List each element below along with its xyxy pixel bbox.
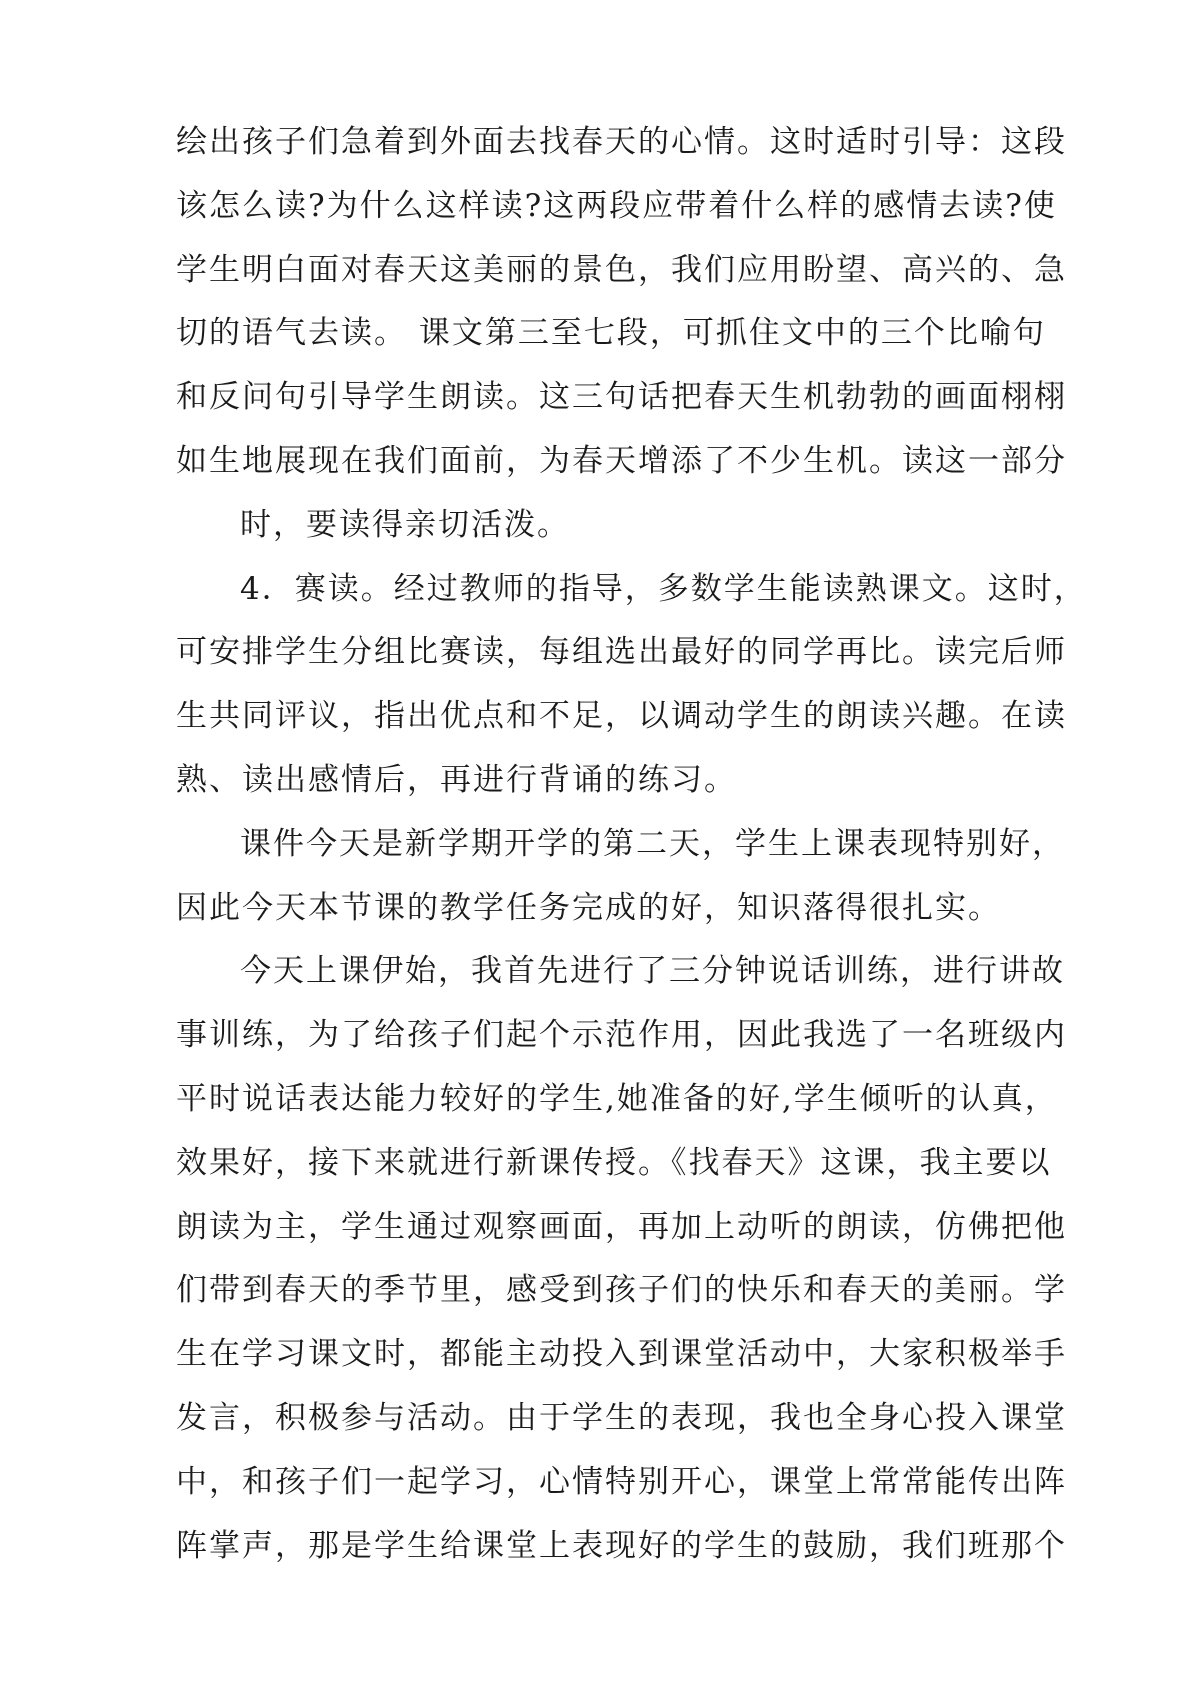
text-line: 因此今天本节课的教学任务完成的好，知识落得很扎实。 [176, 889, 1001, 926]
text-line: 中，和孩子们一起学习，心情特别开心，课堂上常常能传出阵 [176, 1463, 1067, 1500]
text-line: 生共同评议，指出优点和不足，以调动学生的朗读兴趣。在读 [176, 698, 1067, 735]
text-line: 学生明白面对春天这美丽的景色，我们应用盼望、高兴的、急 [176, 251, 1067, 288]
text-line: 绘出孩子们急着到外面去找春天的心情。这时适时引导：这段 [176, 124, 1067, 160]
text-line: 和反问句引导学生朗读。这三句话把春天生机勃勃的画面栩栩 [176, 379, 1067, 416]
text-line: 时，要读得亲切活泼。 [240, 506, 570, 543]
text-line: 效果好，接下来就进行新课传授。《找春天》这课，我主要以 [176, 1144, 1052, 1181]
text-line: 发言，积极参与活动。由于学生的表现，我也全身心投入课堂 [176, 1399, 1067, 1436]
text-line: 4．赛读。经过教师的指导，多数学生能读熟课文。这时， [240, 570, 1087, 607]
text-line: 课件今天是新学期开学的第二天，学生上课表现特别好， [240, 825, 1065, 862]
text-line: 如生地展现在我们面前，为春天增添了不少生机。读这一部分 [176, 442, 1067, 479]
text-line: 生在学习课文时，都能主动投入到课堂活动中，大家积极举手 [176, 1336, 1067, 1373]
text-line: 阵掌声，那是学生给课堂上表现好的学生的鼓励，我们班那个 [176, 1527, 1067, 1564]
text-line: 朗读为主，学生通过观察画面，再加上动听的朗读，仿佛把他 [176, 1208, 1067, 1245]
text-line: 平时说话表达能力较好的学生,她准备的好,学生倾听的认真， [176, 1080, 1058, 1117]
text-line: 该怎么读?为什么这样读?这两段应带着什么样的感情去读?使 [176, 187, 1057, 224]
text-line: 今天上课伊始，我首先进行了三分钟说话训练，进行讲故 [240, 953, 1065, 990]
text-line: 可安排学生分组比赛读，每组选出最好的同学再比。读完后师 [176, 634, 1067, 671]
body-text [176, 111, 1087, 1578]
text-line: 熟、读出感情后，再进行背诵的练习。 [176, 761, 737, 798]
text-line: 们带到春天的季节里，感受到孩子们的快乐和春天的美丽。学 [176, 1272, 1067, 1309]
text-line: 切的语气去读。 课文第三至七段，可抓住文中的三个比喻句 [176, 315, 1046, 352]
text-line: 事训练，为了给孩子们起个示范作用，因此我选了一名班级内 [176, 1017, 1067, 1054]
